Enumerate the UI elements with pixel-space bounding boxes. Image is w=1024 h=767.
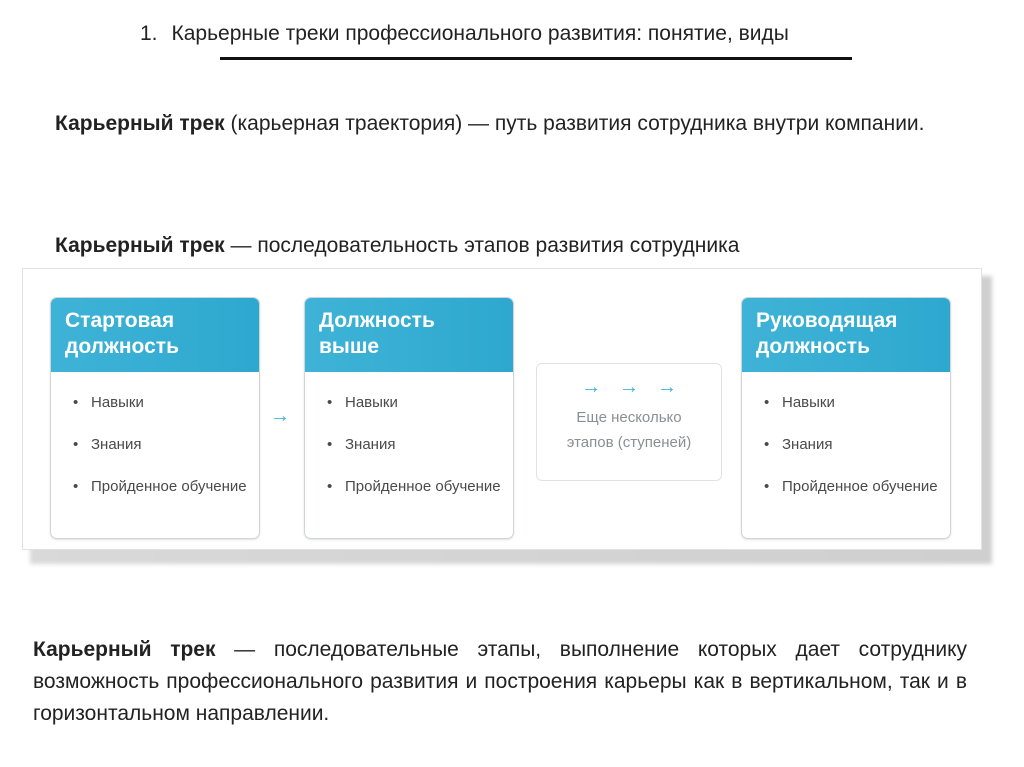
definition-1	[55, 108, 958, 140]
career-track-diagram	[22, 268, 982, 550]
steps-label-line1: Еще несколько	[576, 409, 682, 426]
slide-title	[140, 22, 789, 46]
slide-title-text: Карьерные треки профессионального развития: понятие, виды	[171, 22, 789, 45]
title-underline	[220, 57, 852, 60]
list-item: • Пройденное обучение	[327, 474, 513, 499]
definition-3-text: — последовательные этапы, выполнение которых дает сотруднику возможность профессионального развития и построения карьеры как в вертикальном, так и в горизонтальном направлении.	[33, 638, 967, 725]
card-title-line2: должность	[65, 335, 179, 358]
arrow-right-icons: →→→	[581, 376, 695, 398]
card-higher-position-header	[305, 298, 513, 372]
card-title-line1: Должность	[319, 309, 435, 332]
list-item: • Навыки	[73, 390, 259, 415]
definition-3	[33, 634, 967, 730]
list-item: • Навыки	[764, 390, 950, 415]
list-item: • Знания	[764, 432, 950, 457]
slide-title-number: 1.	[140, 22, 158, 45]
definition-1-text: (карьерная траектория) — путь развития сотрудника внутри компании.	[224, 112, 925, 135]
card-title-line1: Руководящая	[756, 309, 898, 332]
steps-label-line2: этапов (ступеней)	[566, 434, 692, 451]
card-start-position-header	[51, 298, 259, 372]
card-item-list	[51, 372, 259, 499]
definition-3-term: Карьерный трек	[33, 638, 216, 661]
definition-1-term: Карьерный трек	[55, 112, 225, 135]
card-title-line1: Стартовая	[65, 309, 175, 332]
card-item-list	[305, 372, 513, 499]
list-item: • Навыки	[327, 390, 513, 415]
card-management-position	[741, 297, 951, 539]
card-start-position	[50, 297, 260, 539]
list-item: • Пройденное обучение	[73, 474, 259, 499]
arrow-right-icon: →	[270, 405, 290, 427]
list-item: • Знания	[327, 432, 513, 457]
definition-2-text: — последовательность этапов развития сотрудника	[224, 234, 740, 257]
definition-2-term: Карьерный трек	[55, 234, 225, 257]
list-item: • Пройденное обучение	[764, 474, 950, 499]
list-item: • Знания	[73, 432, 259, 457]
card-title-line2: должность	[756, 335, 870, 358]
definition-2	[55, 230, 958, 262]
card-higher-position	[304, 297, 514, 539]
card-management-position-header	[742, 298, 950, 372]
intermediate-steps-box	[536, 363, 722, 481]
card-item-list	[742, 372, 950, 499]
card-title-line2: выше	[319, 335, 380, 358]
